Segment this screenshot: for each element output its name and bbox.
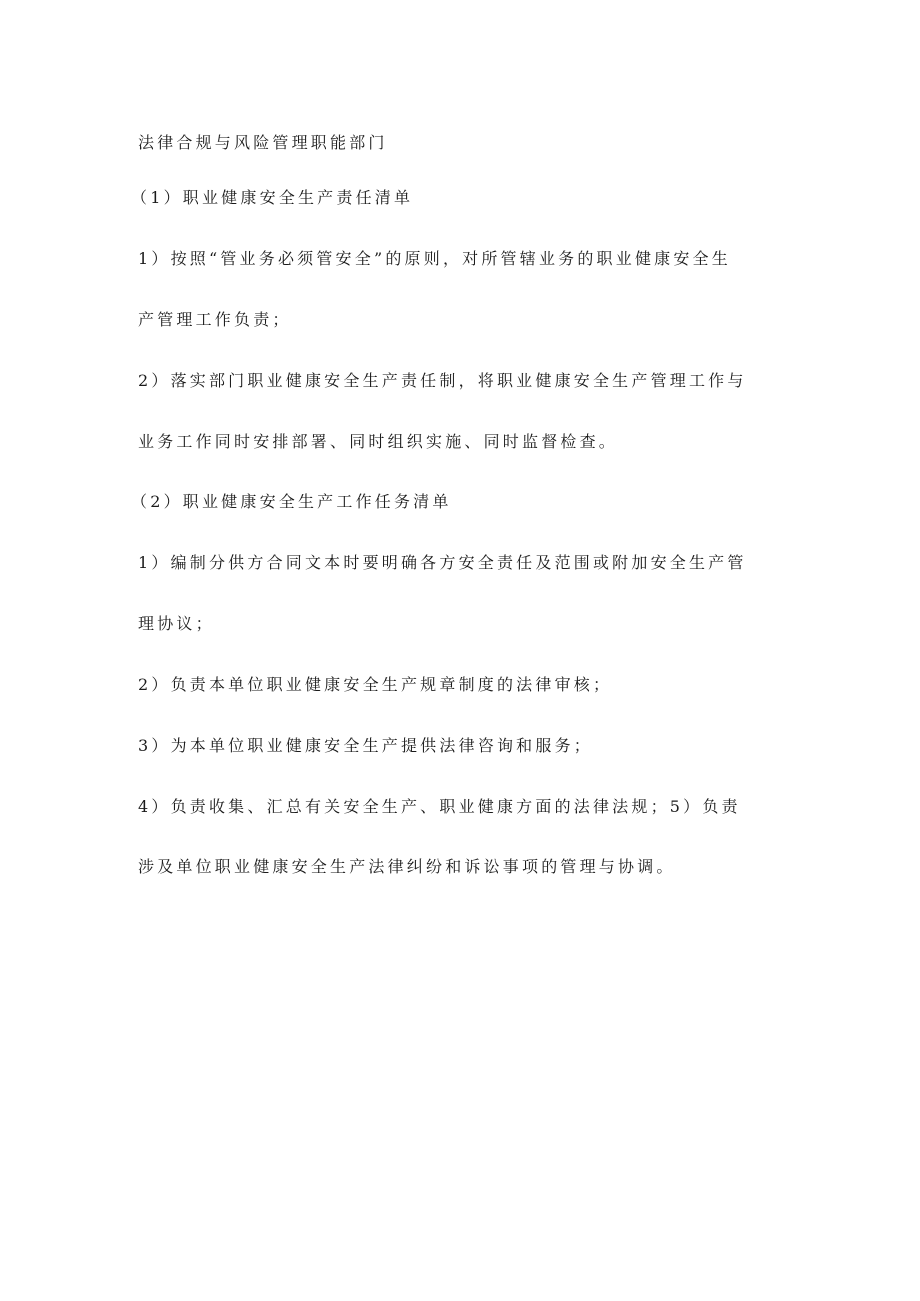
section-1-item-1-line-2: 产管理工作负责； [138, 310, 292, 329]
document-title: 法律合规与风险管理职能部门 [138, 133, 388, 152]
section-2-item-4-line-1: 4）负责收集、汇总有关安全生产、职业健康方面的法律法规；5）负责 [138, 797, 741, 816]
section-1-heading: （1）职业健康安全生产责任清单 [131, 188, 414, 207]
section-2-item-2: 2）负责本单位职业健康安全生产规章制度的法律审核； [138, 675, 613, 694]
section-1-item-1-line-1: 1）按照“管业务必须管安全”的原则，对所管辖业务的职业健康安全生 [138, 249, 731, 268]
section-2-item-4-line-2: 涉及单位职业健康安全生产法律纠纷和诉讼事项的管理与协调。 [138, 857, 676, 876]
section-2-heading: （2）职业健康安全生产工作任务清单 [131, 492, 452, 511]
section-2-item-1-line-2: 理协议； [138, 614, 215, 633]
section-2-item-1-line-1: 1）编制分供方合同文本时要明确各方安全责任及范围或附加安全生产管 [138, 553, 747, 572]
section-1-item-2-line-1: 2）落实部门职业健康安全生产责任制，将职业健康安全生产管理工作与 [138, 371, 747, 390]
section-1-item-2-line-2: 业务工作同时安排部署、同时组织实施、同时监督检查。 [138, 432, 619, 451]
section-2-item-3: 3）为本单位职业健康安全生产提供法律咨询和服务； [138, 736, 593, 755]
